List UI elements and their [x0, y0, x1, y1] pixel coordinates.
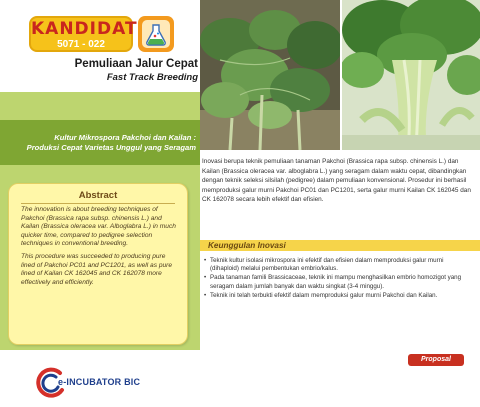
page-subtitle: Fast Track Breeding [106, 72, 198, 83]
abstract-paragraph-2: This procedure was succeeded to producing pure lined of Pakchoi PC01 and PC1201, as well as pure lined of Kailan CK 162045 and CK 162078 more effectively and efficiently. [21, 252, 173, 286]
proposal-tag[interactable]: Proposal [408, 354, 464, 366]
abstract-title: Abstract [78, 190, 118, 201]
candidate-label: KANDIDAT [31, 19, 138, 39]
abstract-box [8, 183, 188, 345]
incubator-logo[interactable] [34, 366, 174, 400]
advantage-item: • Pada tanaman famili Brassicaceae, teknik ini mampu menghasilkan embrio homozigot yang seragam dalam jumlah banyak dan waktu singkat (3-4 minggu). [204, 274, 474, 290]
abstract-text [21, 206, 179, 287]
candidate-code: 5071 - 022 [57, 39, 105, 50]
pakchoi-photo [342, 0, 480, 150]
photo-strip [200, 0, 480, 150]
banner-text [4, 133, 196, 153]
advantages-list [204, 257, 474, 301]
page-title: Pemuliaan Jalur Cepat [74, 58, 198, 70]
abstract-divider [21, 203, 175, 204]
banner-line-2: Produksi Cepat Varietas Unggul yang Seragam [26, 143, 196, 152]
abstract-paragraph-1: The innovation is about breeding techniques of Pakchoi (Brassica rapa subsp. chinensis L.) and Kailan (Brassica oleracea var. Alboglabra L.) in much quicker time, compared to pedigree selection techniques in conventional breeding. [21, 206, 176, 248]
logo-text: e-INCUBATOR BIC [58, 377, 141, 387]
advantage-item: • Teknik kultur isolasi mikrospora ini efektif dan efisien dalam memproduksi galur murni (dihaploid) melalui pembentukan embrio/kalus. [204, 257, 474, 273]
kailan-photo [200, 0, 340, 150]
description-text: Inovasi berupa teknik pemuliaan tanaman Pakchoi (Brassica rapa subsp. chinensis L.) dan Kailan (Brassica oleracea var. alboglabra L.) yang seragam dalam waktu cepat, dibandingkan dengan teknik seleksi silsilah (pedigree) dalam pemuliaan konvensional. Prosedur ini berhasil memproduksi galur murni Pakchoi PC01 dan PC1201, serta galur murni Kailan CK 162045 dan CK 162078 secara lebih efektif dan efisien. [202, 158, 471, 203]
advantages-title: Keunggulan Inovasi [208, 241, 286, 250]
candidate-badge [29, 16, 138, 52]
banner-line-1: Kultur Mikrospora Pakchoi dan Kailan : [54, 133, 196, 142]
advantage-item: • Teknik ini telah terbukti efektif dalam memproduksi galur murni Pakchoi dan Kailan. [204, 292, 474, 300]
left-panel [0, 0, 200, 407]
lab-flask-icon [138, 16, 174, 52]
